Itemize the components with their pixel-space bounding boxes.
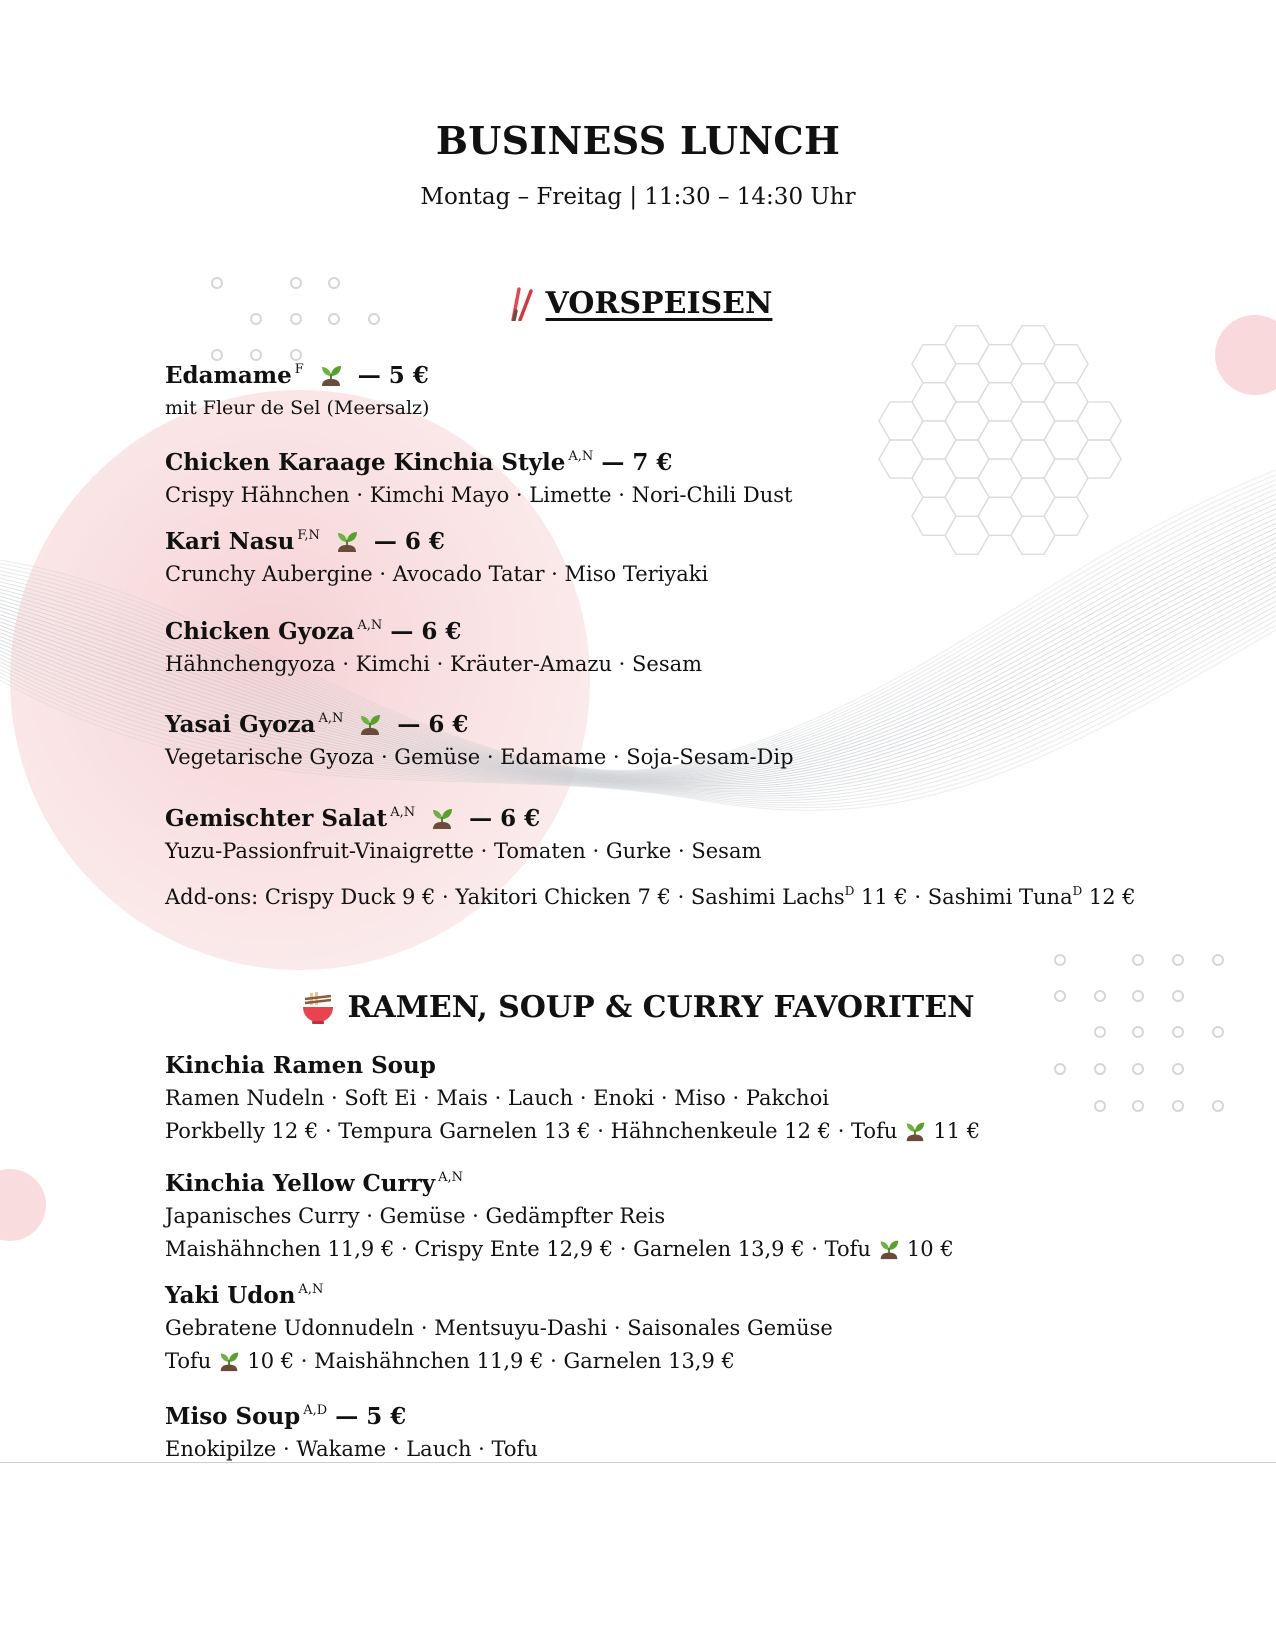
plant-sprout-icon — [217, 1348, 241, 1372]
item-description: Hähnchengyoza · Kimchi · Kräuter-Amazu · Sesam — [165, 652, 703, 676]
item-description: Vegetarische Gyoza · Gemüse · Edamame · Soja-Sesam-Dip — [165, 745, 794, 769]
item-price: — 5 € — [357, 362, 429, 389]
item-name: Chicken Gyoza — [165, 618, 355, 645]
menu-item — [165, 1396, 1165, 1463]
section-heading-starters — [0, 286, 1276, 329]
menu-item — [165, 1163, 1165, 1263]
add-ons-line — [165, 884, 1136, 909]
addons-text: 11 € · Sashimi Tuna — [861, 885, 1073, 909]
plant-sprout-icon — [877, 1236, 901, 1260]
allergen-codes: F,N — [297, 528, 320, 543]
item-description: Ramen Nudeln · Soft Ei · Mais · Lauch · Enoki · Miso · Pakchoi — [165, 1086, 829, 1110]
item-description: Gebratene Udonnudeln · Mentsuyu-Dashi · Saisonales Gemüse — [165, 1316, 833, 1340]
item-name: Yaki Udon — [165, 1282, 296, 1309]
item-options — [165, 1347, 1165, 1375]
opening-hours: Montag – Freitag | 11:30 – 14:30 Uhr — [420, 184, 856, 210]
item-options — [165, 1117, 1165, 1145]
allergen-codes: D — [1072, 884, 1083, 898]
ramen-bowl-icon — [301, 991, 335, 1025]
plant-sprout-icon — [357, 710, 383, 736]
item-name: Gemischter Salat — [165, 805, 388, 832]
item-description: Japanisches Curry · Gemüse · Gedämpfter Reis — [165, 1204, 666, 1228]
item-description: Crunchy Aubergine · Avocado Tatar · Miso Teriyaki — [165, 562, 709, 586]
page-title: BUSINESS LUNCH — [435, 118, 841, 163]
menu-item — [165, 1275, 1165, 1375]
plant-sprout-icon — [334, 527, 360, 553]
menu-item — [165, 1051, 1165, 1145]
menu-item — [165, 798, 1165, 865]
allergen-codes: A,N — [298, 1282, 324, 1297]
item-price: — 6 € — [469, 805, 541, 832]
item-description: mit Fleur de Sel (Meersalz) — [165, 397, 430, 419]
menu-item — [165, 355, 1165, 422]
allergen-codes: F — [294, 362, 304, 377]
section-title-ramen: RAMEN, SOUP & CURRY FAVORITEN — [347, 990, 975, 1025]
page-divider — [0, 1462, 1276, 1463]
options-text: 11 € — [933, 1119, 981, 1143]
section-title-starters: VORSPEISEN — [545, 286, 773, 321]
item-name: Miso Soup — [165, 1403, 301, 1430]
item-name: Yasai Gyoza — [165, 711, 316, 738]
item-options — [165, 1235, 1165, 1263]
options-text: Tofu — [165, 1349, 212, 1373]
item-price: — 6 € — [397, 711, 469, 738]
item-name: Kinchia Yellow Curry — [165, 1170, 436, 1197]
item-description: Yuzu-Passionfruit-Vinaigrette · Tomaten · Gurke · Sesam — [165, 839, 762, 863]
allergen-codes: D — [844, 884, 855, 898]
addons-text: Add-ons: Crispy Duck 9 € · Yakitori Chicken 7 € · Sashimi Lachs — [165, 885, 845, 909]
item-price: — 7 € — [601, 449, 673, 476]
allergen-codes: A,N — [318, 711, 344, 726]
item-description: Crispy Hähnchen · Kimchi Mayo · Limette · Nori-Chili Dust — [165, 483, 793, 507]
item-price: — 6 € — [373, 528, 445, 555]
item-description: Enokipilze · Wakame · Lauch · Tofu — [165, 1437, 538, 1461]
menu-item — [165, 442, 1165, 509]
plant-sprout-icon — [429, 804, 455, 830]
item-name: Edamame — [165, 362, 292, 389]
menu-item — [165, 704, 1165, 771]
menu-item — [165, 611, 1165, 678]
plant-sprout-icon — [903, 1118, 927, 1142]
allergen-codes: A,N — [390, 805, 416, 820]
item-name: Chicken Karaage Kinchia Style — [165, 449, 566, 476]
section-heading-ramen — [0, 990, 1276, 1033]
item-price: — 5 € — [335, 1403, 407, 1430]
allergen-codes: A,N — [438, 1170, 464, 1185]
menu-item — [165, 521, 1165, 588]
options-text: 10 € · Maishähnchen 11,9 € · Garnelen 13,9 € — [247, 1349, 735, 1373]
options-text: 10 € — [906, 1237, 954, 1261]
item-price: — 6 € — [390, 618, 462, 645]
chopsticks-icon — [504, 287, 534, 321]
allergen-codes: A,N — [568, 449, 594, 464]
allergen-codes: A,D — [303, 1403, 328, 1418]
allergen-codes: A,N — [357, 618, 383, 633]
options-text: Maishähnchen 11,9 € · Crispy Ente 12,9 € · Garnelen 13,9 € · Tofu — [165, 1237, 871, 1261]
item-name: Kari Nasu — [165, 528, 295, 555]
item-name: Kinchia Ramen Soup — [165, 1052, 436, 1079]
plant-sprout-icon — [318, 361, 344, 387]
options-text: Porkbelly 12 € · Tempura Garnelen 13 € · Hähnchenkeule 12 € · Tofu — [165, 1119, 898, 1143]
addons-text: 12 € — [1088, 885, 1136, 909]
